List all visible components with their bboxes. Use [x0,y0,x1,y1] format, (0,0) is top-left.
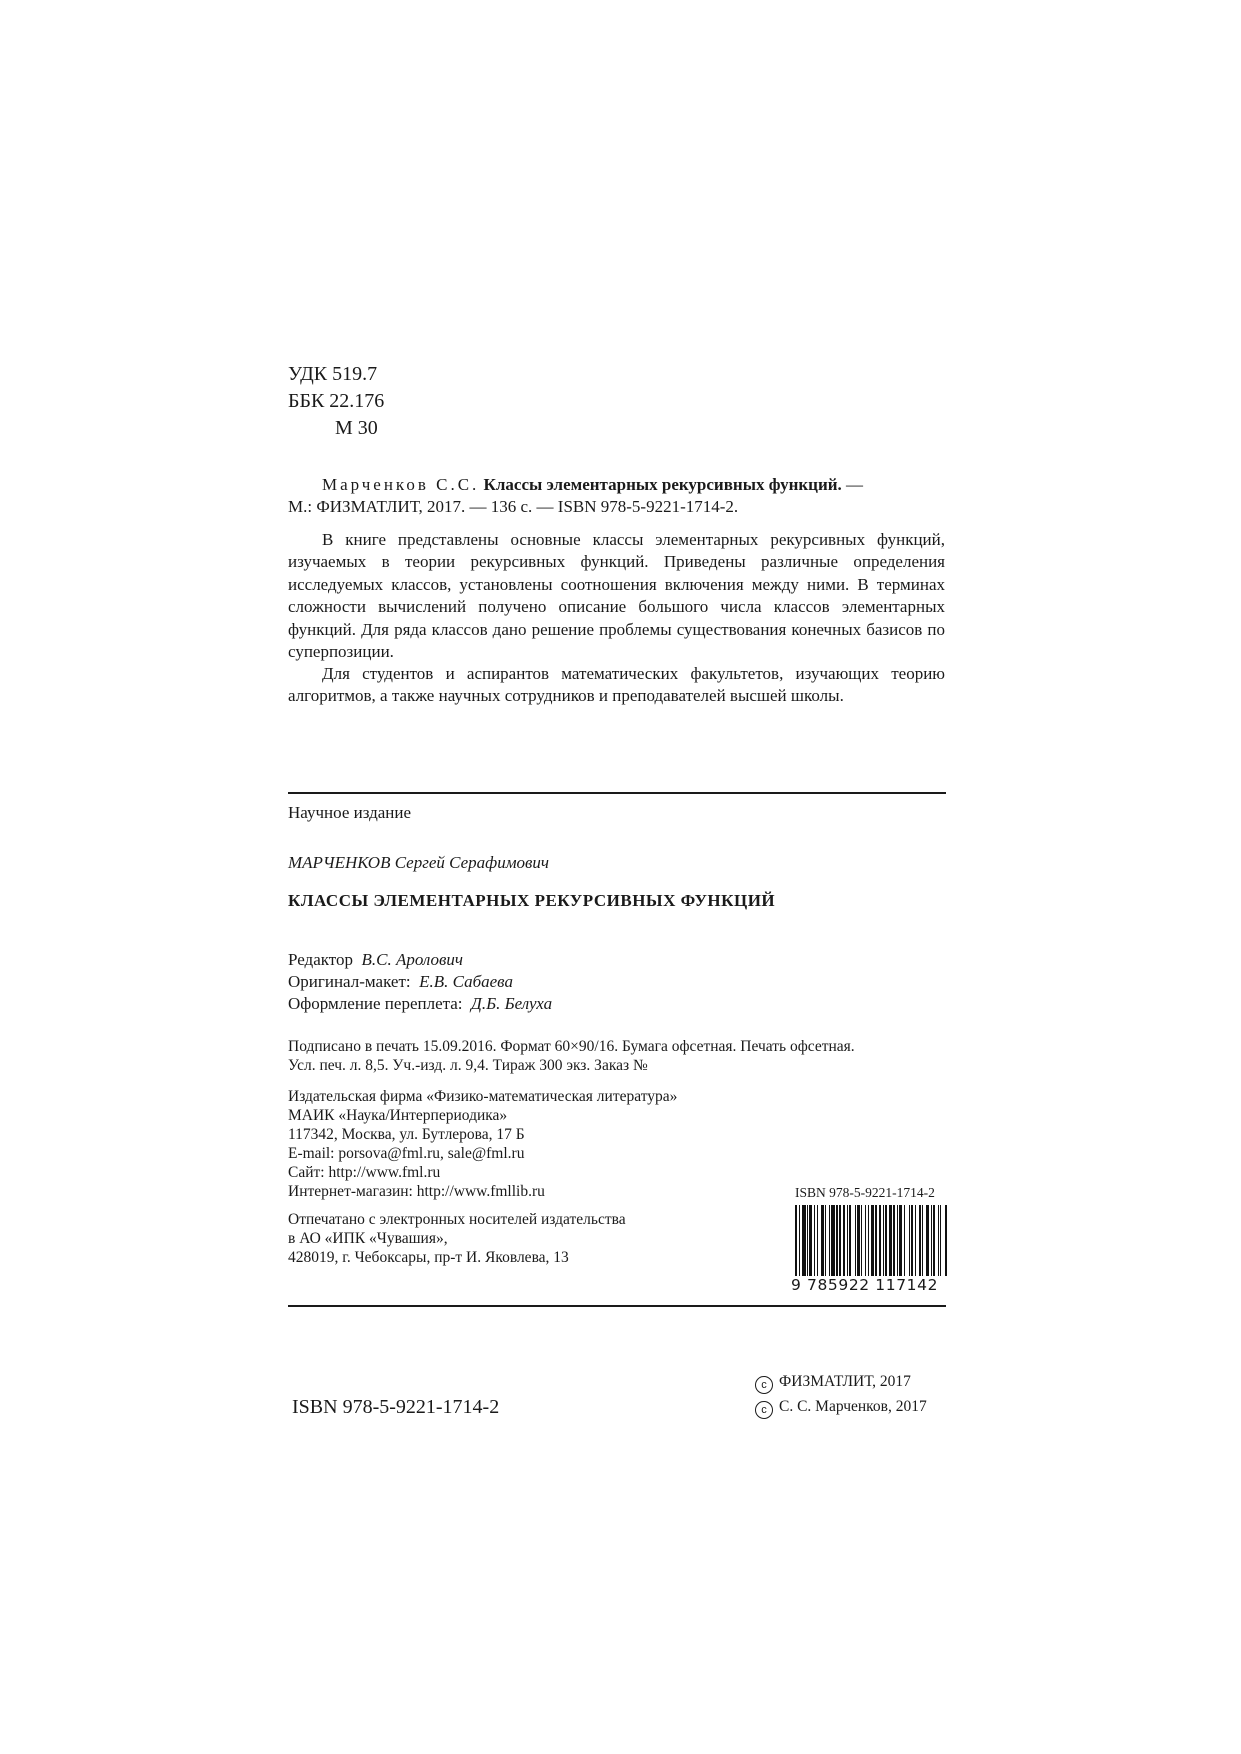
barcode-bar [875,1205,876,1277]
barcode-bar [897,1205,898,1277]
publisher-line: Интернет-магазин: http://www.fmllib.ru [288,1183,545,1200]
citation-author: Марченков С.С. [322,475,480,494]
copyright-text: ФИЗМАТЛИТ, 2017 [779,1373,911,1390]
author-full-name: МАРЧЕНКОВ Сергей Серафимович [288,853,550,872]
citation-line-1 [322,475,863,495]
print-details-line-2: Усл. печ. л. 8,5. Уч.-изд. л. 9,4. Тираж 300 экз. Заказ № [288,1057,648,1074]
credit-editor [288,950,463,970]
citation-dash: — [841,475,864,494]
publisher-line: E-mail: porsova@fml.ru, sale@fml.ru [288,1145,525,1162]
barcode-bar [865,1205,866,1277]
barcode-bar [861,1205,862,1277]
copyright-icon: c [755,1376,773,1394]
barcode-bar [849,1205,851,1277]
barcode-bar [821,1205,823,1277]
publisher-line: 117342, Москва, ул. Бутлерова, 17 Б [288,1126,525,1143]
credit-layout [288,972,513,992]
citation-line-2: М.: ФИЗМАТЛИТ, 2017. — 136 с. — ISBN 978-5-9221-1714-2. [288,497,739,516]
barcode-digits: 9 785922 117142 [791,1276,951,1294]
barcode-bar [931,1205,932,1277]
abstract-paragraph: В книге представлены основные классы элементарных рекурсивных функций, изучаемых в теории рекурсивных функций. Приведены различные определения исследуемых классов, установлены соотношения включения между ними. В терминах сложности вычислений получено описание большого числа классов элементарных функций. Для ряда классов дано решение проблемы существования конечных базисов по суперпозиции. [288,530,945,662]
top-rule [288,792,946,794]
credit-name: В.С. Аролович [361,950,464,969]
barcode-bar [889,1205,893,1277]
barcode-bar [879,1205,881,1277]
barcode-bar [802,1205,806,1277]
publisher-line: Сайт: http://www.fml.ru [288,1164,441,1181]
copyright-publisher [755,1372,911,1394]
edition-type: Научное издание [288,803,412,822]
copyright-text: С. С. Марченков, 2017 [779,1398,927,1415]
barcode-bar [922,1205,923,1277]
barcode-bar [933,1205,935,1277]
citation-title: Классы элементарных рекурсивных функций. [483,475,842,494]
publisher-line: МАИК «Наука/Интерпериодика» [288,1107,508,1124]
udk-code: УДК 519.7 [288,363,378,385]
barcode-bar [885,1205,887,1277]
bbk-code: ББК 22.176 [288,390,385,412]
barcode-bar [839,1205,840,1277]
barcode-bar [847,1205,848,1277]
printer-line: Отпечатано с электронных носителей издательства [288,1211,626,1228]
barcode-bar [809,1205,811,1277]
barcode-bar [829,1205,830,1277]
credit-name: Д.Б. Белуха [471,994,553,1013]
barcode-isbn-label: ISBN 978-5-9221-1714-2 [795,1185,935,1200]
audience-paragraph: Для студентов и аспирантов математических факультетов, изучающих теорию алгоритмов, а также научных сотрудников и преподавателей высшей школы. [288,664,945,706]
bottom-rule [288,1305,946,1307]
barcode-bar [883,1205,884,1277]
credit-role: Оформление переплета: [288,994,463,1013]
credit-role: Оригинал-макет: [288,972,411,991]
book-title-caps: КЛАССЫ ЭЛЕМЕНТАРНЫХ РЕКУРСИВНЫХ ФУНКЦИЙ [288,891,776,910]
printer-line: 428019, г. Чебоксары, пр-т И. Яковлева, 13 [288,1249,569,1266]
credit-name: Е.В. Сабаева [419,972,513,991]
barcode-bar [855,1205,856,1277]
author-mark: М 30 [335,417,378,439]
barcode-bar [911,1205,912,1277]
barcode-bar [893,1205,894,1277]
barcode-bar [899,1205,901,1277]
publisher-line: Издательская фирма «Физико-математическая литература» [288,1088,678,1105]
barcode-bar [817,1205,818,1277]
barcode-bar [857,1205,859,1277]
barcode-bar [919,1205,921,1277]
credit-role: Редактор [288,950,353,969]
barcode-bar [807,1205,808,1277]
barcode-bar [825,1205,826,1277]
barcode-bar [904,1205,905,1277]
barcode-bar [831,1205,835,1277]
printer-line: в АО «ИПК «Чувашия», [288,1230,448,1247]
print-details-line-1: Подписано в печать 15.09.2016. Формат 60×90/16. Бумага офсетная. Печать офсетная. [288,1038,855,1055]
barcode-bar [843,1205,845,1277]
barcode-bar [909,1205,910,1277]
barcode-bar [915,1205,916,1277]
barcode-bar [938,1205,939,1277]
barcode-bar [926,1205,930,1277]
credit-cover [288,994,552,1014]
barcode-bar [814,1205,815,1277]
copyright-author [755,1397,927,1419]
barcode-bar [940,1205,941,1277]
copyright-icon: c [755,1401,773,1419]
footer-isbn: ISBN 978-5-9221-1714-2 [292,1396,500,1418]
barcode-bar [836,1205,838,1277]
